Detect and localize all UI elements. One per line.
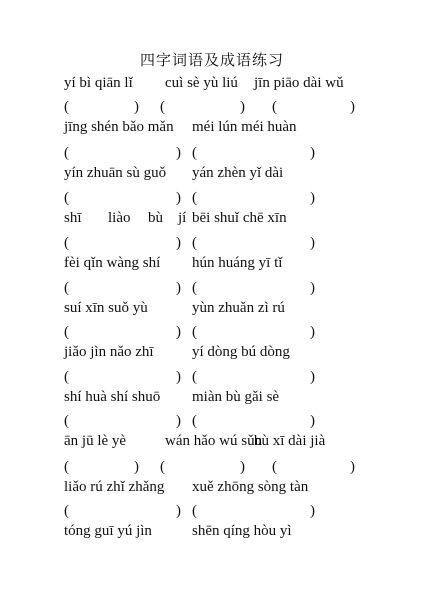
pinyin-word: cuì sè yù liú [165, 75, 238, 91]
blank-close-paren: ) [176, 503, 181, 519]
blank-close-paren: ) [176, 145, 181, 161]
pinyin-word: hún huáng yī tǐ [192, 255, 283, 271]
blank-open-paren: ( [64, 190, 69, 206]
blank-close-paren: ) [176, 235, 181, 251]
blank-open-paren: ( [192, 190, 197, 206]
pinyin-word: bù [148, 210, 163, 226]
blank-open-paren: ( [272, 459, 277, 475]
pinyin-word: xuě zhōng sòng tàn [192, 479, 309, 495]
blank-open-paren: ( [192, 324, 197, 340]
blank-close-paren: ) [310, 190, 315, 206]
blank-close-paren: ) [310, 503, 315, 519]
pinyin-word: jīng shén bǎo mǎn [64, 119, 174, 135]
blank-open-paren: ( [64, 99, 69, 115]
blank-open-paren: ( [64, 459, 69, 475]
blank-close-paren: ) [310, 235, 315, 251]
blank-close-paren: ) [350, 459, 355, 475]
pinyin-word: tóng guī yú jìn [64, 523, 152, 539]
blank-open-paren: ( [192, 235, 197, 251]
worksheet-title: 四字词语及成语练习 [139, 53, 284, 69]
pinyin-word: bēi shuǐ chē xīn [192, 210, 287, 226]
pinyin-word: bù xī dài jià [254, 433, 326, 449]
blank-close-paren: ) [350, 99, 355, 115]
pinyin-word: shēn qíng hòu yì [192, 523, 292, 539]
pinyin-word: wán hǎo wú sǔn [165, 433, 263, 449]
pinyin-word: yán zhèn yǐ dài [192, 165, 284, 181]
blank-close-paren: ) [176, 280, 181, 296]
pinyin-word: fèi qǐn wàng shí [64, 255, 161, 271]
pinyin-word: liǎo rú zhǐ zhǎng [64, 479, 165, 495]
blank-open-paren: ( [64, 324, 69, 340]
blank-open-paren: ( [64, 235, 69, 251]
blank-close-paren: ) [134, 99, 139, 115]
pinyin-word: ān jū lè yè [64, 433, 127, 449]
pinyin-word: miàn bù gǎi sè [192, 389, 280, 405]
pinyin-word: jīn piāo dài wǔ [254, 75, 344, 91]
blank-close-paren: ) [310, 324, 315, 340]
blank-close-paren: ) [176, 413, 181, 429]
pinyin-word: jí [178, 210, 187, 226]
blank-close-paren: ) [310, 145, 315, 161]
blank-open-paren: ( [64, 413, 69, 429]
blank-close-paren: ) [310, 280, 315, 296]
blank-open-paren: ( [192, 413, 197, 429]
pinyin-word: liào [108, 210, 131, 226]
pinyin-word: yí dòng bú dòng [192, 344, 290, 360]
pinyin-word: jiǎo jìn nǎo zhī [64, 344, 154, 360]
pinyin-word: suí xīn suǒ yù [64, 300, 148, 316]
pinyin-word: shí huà shí shuō [64, 389, 161, 405]
blank-close-paren: ) [240, 99, 245, 115]
blank-open-paren: ( [64, 503, 69, 519]
blank-open-paren: ( [64, 280, 69, 296]
blank-open-paren: ( [160, 459, 165, 475]
pinyin-word: yùn zhuǎn zì rú [192, 300, 285, 316]
blank-open-paren: ( [64, 369, 69, 385]
blank-open-paren: ( [192, 145, 197, 161]
blank-close-paren: ) [176, 369, 181, 385]
blank-open-paren: ( [192, 280, 197, 296]
blank-open-paren: ( [192, 369, 197, 385]
blank-close-paren: ) [176, 190, 181, 206]
blank-open-paren: ( [272, 99, 277, 115]
blank-close-paren: ) [310, 369, 315, 385]
blank-open-paren: ( [160, 99, 165, 115]
blank-close-paren: ) [240, 459, 245, 475]
blank-open-paren: ( [192, 503, 197, 519]
pinyin-word: méi lún méi huàn [192, 119, 297, 135]
pinyin-word: shī [64, 210, 82, 226]
blank-close-paren: ) [134, 459, 139, 475]
blank-close-paren: ) [176, 324, 181, 340]
blank-close-paren: ) [310, 413, 315, 429]
blank-open-paren: ( [64, 145, 69, 161]
pinyin-word: yí bì qiān lǐ [64, 75, 133, 91]
pinyin-word: yín zhuān sù guǒ [64, 165, 167, 181]
